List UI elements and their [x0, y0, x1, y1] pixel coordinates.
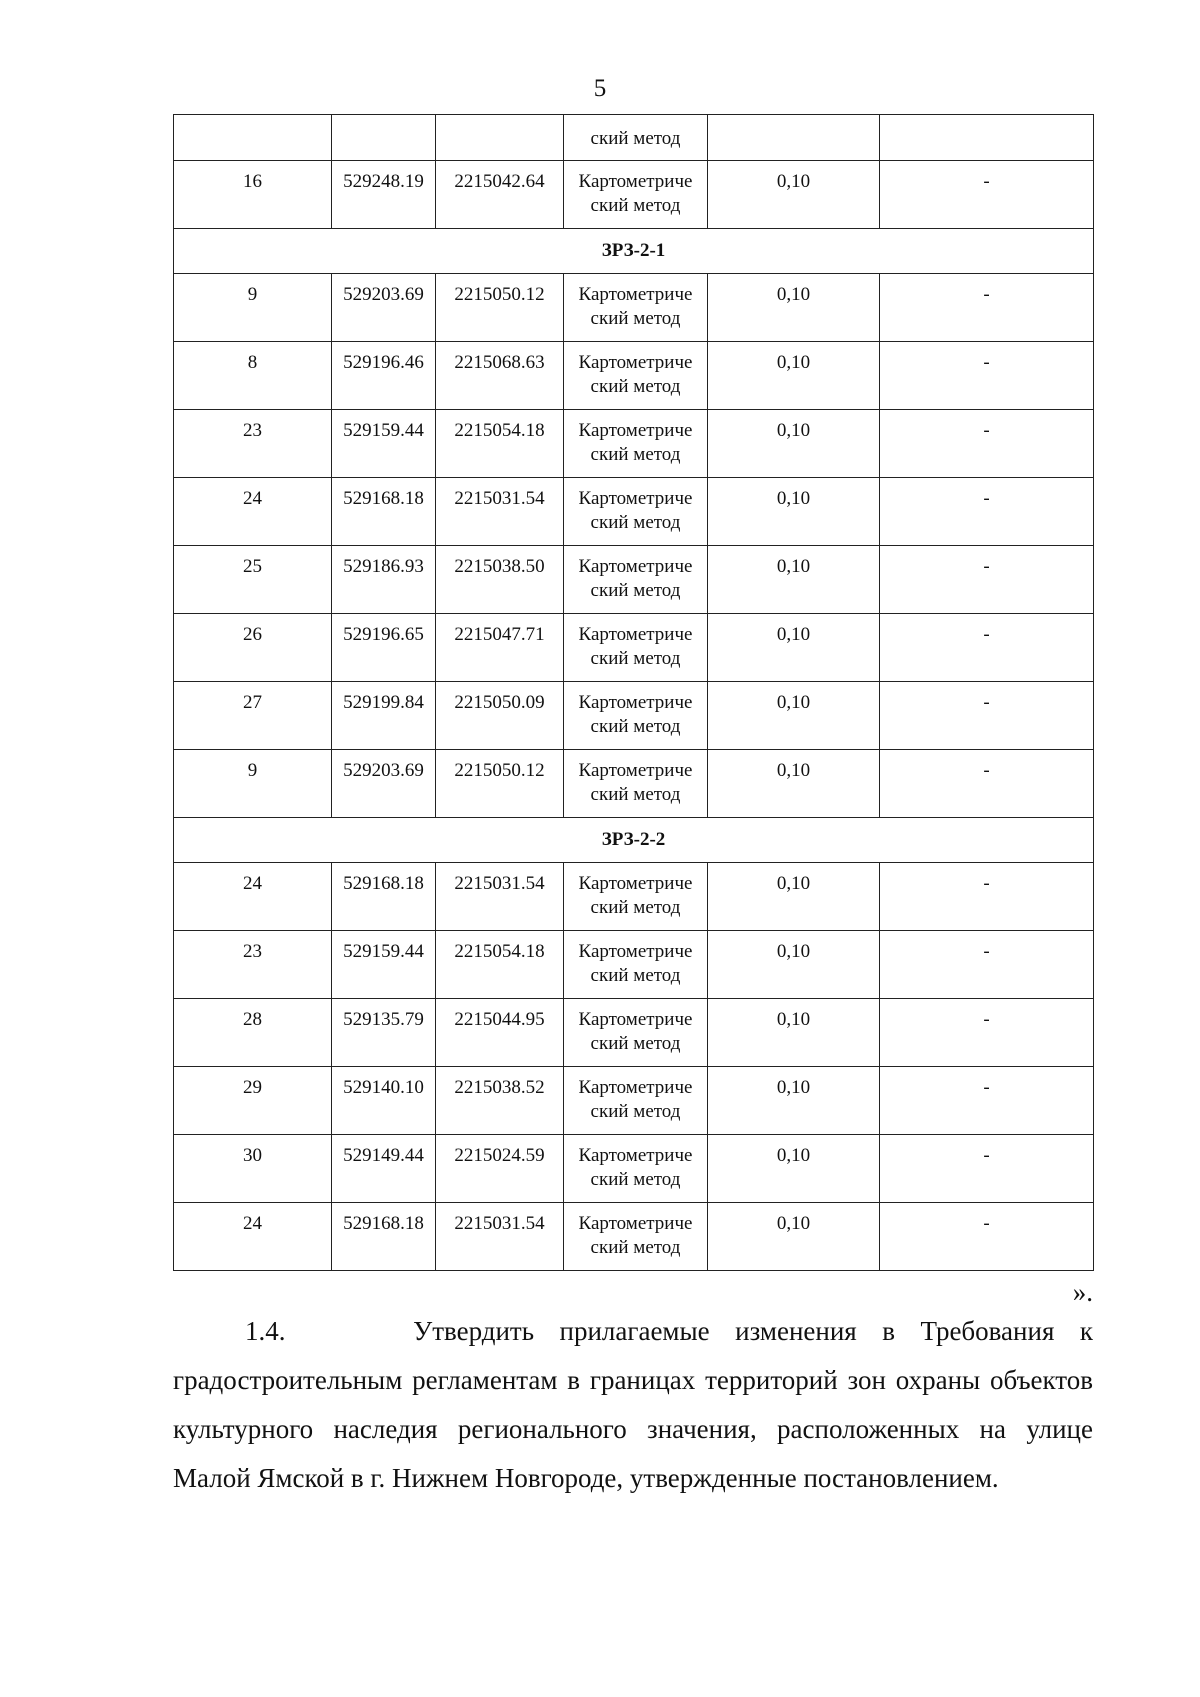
x-coordinate-cell	[332, 931, 436, 999]
method-cell-text: Картометриче	[578, 941, 693, 962]
zone-label: ЗРЗ-2-1	[174, 229, 1094, 274]
accuracy-cell	[708, 478, 880, 546]
method-cell	[564, 478, 708, 546]
x-coordinate-cell	[332, 682, 436, 750]
y-coordinate-cell	[436, 410, 564, 478]
y-coordinate-cell-text: 2215050.09	[454, 692, 545, 713]
method-cell-text: Картометриче	[578, 1145, 693, 1166]
point-number-cell	[174, 999, 332, 1067]
x-coordinate-cell	[332, 478, 436, 546]
description-cell-text: -	[983, 1213, 990, 1234]
description-cell-text: -	[983, 1145, 990, 1166]
x-coordinate-cell-text: 529149.44	[343, 1145, 424, 1166]
method-cell-text: Картометриче	[578, 284, 693, 305]
page-number: 5	[593, 75, 607, 102]
accuracy-cell-text: 0,10	[776, 352, 811, 373]
accuracy-cell	[708, 931, 880, 999]
coordinates-table-body	[174, 115, 1094, 1271]
y-coordinate-cell-text: 2215042.64	[454, 171, 545, 192]
method-cell	[564, 1067, 708, 1135]
point-number-cell	[174, 750, 332, 818]
point-number-cell	[174, 1135, 332, 1203]
description-cell-text: -	[983, 1009, 990, 1030]
method-cell-text: Картометриче	[578, 1077, 693, 1098]
description-cell	[880, 931, 1094, 999]
x-coordinate-cell-text: 529196.46	[343, 352, 424, 373]
description-cell-text: -	[983, 556, 990, 577]
paragraph-number: 1.4.	[245, 1316, 286, 1346]
y-coordinate-cell	[436, 342, 564, 410]
description-cell	[880, 682, 1094, 750]
method-cell	[564, 750, 708, 818]
x-coordinate-cell-text: 529186.93	[343, 556, 424, 577]
table-row	[174, 546, 1094, 614]
accuracy-cell-text: 0,10	[776, 941, 811, 962]
point-number-cell	[174, 115, 332, 161]
description-cell-text: -	[983, 1077, 990, 1098]
method-cell-text: Картометриче	[578, 1213, 693, 1234]
accuracy-cell	[708, 614, 880, 682]
point-number-cell	[174, 931, 332, 999]
accuracy-cell-text: 0,10	[776, 760, 811, 781]
accuracy-cell	[708, 750, 880, 818]
accuracy-cell-text: 0,10	[776, 284, 811, 305]
point-number-cell-text: 24	[243, 488, 262, 509]
y-coordinate-cell-text: 2215054.18	[454, 420, 545, 441]
closing-quote: ».	[1072, 1277, 1093, 1307]
y-coordinate-cell	[436, 999, 564, 1067]
x-coordinate-cell-text: 529168.18	[343, 1213, 424, 1234]
accuracy-cell-text: 0,10	[776, 692, 811, 713]
y-coordinate-cell	[436, 1067, 564, 1135]
y-coordinate-cell-text: 2215054.18	[454, 941, 545, 962]
y-coordinate-cell	[436, 614, 564, 682]
accuracy-cell	[708, 115, 880, 161]
accuracy-cell	[708, 1067, 880, 1135]
method-cell	[564, 410, 708, 478]
paragraph-1-4	[173, 1307, 1093, 1503]
method-cell-text: ский метод	[590, 376, 681, 397]
method-cell-text: Картометриче	[578, 873, 693, 894]
method-cell-text: Картометриче	[578, 171, 693, 192]
accuracy-cell	[708, 682, 880, 750]
description-cell	[880, 161, 1094, 229]
point-number-cell	[174, 614, 332, 682]
y-coordinate-cell	[436, 161, 564, 229]
method-cell-text: Картометриче	[578, 556, 693, 577]
description-cell-text: -	[983, 171, 990, 192]
point-number-cell	[174, 682, 332, 750]
method-cell	[564, 342, 708, 410]
y-coordinate-cell-text: 2215050.12	[454, 760, 545, 781]
description-cell	[880, 750, 1094, 818]
point-number-cell	[174, 410, 332, 478]
accuracy-cell-text: 0,10	[776, 873, 811, 894]
description-cell-text: -	[983, 941, 990, 962]
method-cell-text: ский метод	[590, 965, 681, 986]
description-cell-text: -	[983, 488, 990, 509]
description-cell	[880, 614, 1094, 682]
y-coordinate-cell-text: 2215047.71	[454, 624, 545, 645]
method-cell	[564, 863, 708, 931]
x-coordinate-cell	[332, 161, 436, 229]
point-number-cell-text: 23	[243, 941, 262, 962]
description-cell-text: -	[983, 284, 990, 305]
y-coordinate-cell	[436, 478, 564, 546]
accuracy-cell-text: 0,10	[776, 1145, 811, 1166]
accuracy-cell	[708, 546, 880, 614]
description-cell	[880, 546, 1094, 614]
method-cell	[564, 999, 708, 1067]
table-row	[174, 478, 1094, 546]
table-row	[174, 274, 1094, 342]
accuracy-cell	[708, 1135, 880, 1203]
description-cell-text: -	[983, 352, 990, 373]
accuracy-cell-text: 0,10	[776, 1213, 811, 1234]
x-coordinate-cell	[332, 750, 436, 818]
description-cell	[880, 1203, 1094, 1271]
accuracy-cell	[708, 863, 880, 931]
description-cell-text: -	[983, 873, 990, 894]
x-coordinate-cell	[332, 115, 436, 161]
description-cell	[880, 342, 1094, 410]
continuation-row	[174, 115, 1094, 161]
y-coordinate-cell	[436, 682, 564, 750]
method-cell-text: ский метод	[590, 784, 681, 805]
y-coordinate-cell-text: 2215024.59	[454, 1145, 545, 1166]
x-coordinate-cell-text: 529159.44	[343, 941, 424, 962]
table-row	[174, 342, 1094, 410]
x-coordinate-cell	[332, 1067, 436, 1135]
method-cell-text: Картометриче	[578, 1009, 693, 1030]
description-cell-text: -	[983, 760, 990, 781]
method-cell-text: Картометриче	[578, 624, 693, 645]
accuracy-cell-text: 0,10	[776, 1077, 811, 1098]
method-cell-text: ский метод	[590, 1237, 681, 1258]
y-coordinate-cell-text: 2215068.63	[454, 352, 545, 373]
point-number-cell-text: 26	[243, 624, 262, 645]
description-cell	[880, 478, 1094, 546]
point-number-cell	[174, 546, 332, 614]
zone-header-row	[174, 818, 1094, 863]
x-coordinate-cell	[332, 1135, 436, 1203]
point-number-cell	[174, 1203, 332, 1271]
y-coordinate-cell	[436, 1135, 564, 1203]
y-coordinate-cell	[436, 274, 564, 342]
description-cell-text: -	[983, 692, 990, 713]
method-cell-text: ский метод	[590, 1169, 681, 1190]
table-row	[174, 931, 1094, 999]
point-number-cell-text: 24	[243, 873, 262, 894]
method-cell-text: ский метод	[590, 308, 681, 329]
point-number-cell-text: 30	[243, 1145, 262, 1166]
x-coordinate-cell-text: 529135.79	[343, 1009, 424, 1030]
method-cell-text: ский метод	[590, 580, 681, 601]
y-coordinate-cell-text: 2215031.54	[454, 488, 545, 509]
method-cell-text: Картометриче	[578, 420, 693, 441]
method-cell-text: Картометриче	[578, 692, 693, 713]
accuracy-cell-text: 0,10	[776, 556, 811, 577]
accuracy-cell	[708, 274, 880, 342]
x-coordinate-cell-text: 529196.65	[343, 624, 424, 645]
x-coordinate-cell-text: 529199.84	[343, 692, 424, 713]
x-coordinate-cell	[332, 274, 436, 342]
point-number-cell	[174, 342, 332, 410]
table-row	[174, 682, 1094, 750]
method-cell-text: ский метод	[590, 1033, 681, 1054]
accuracy-cell	[708, 161, 880, 229]
x-coordinate-cell	[332, 1203, 436, 1271]
zone-header-row	[174, 229, 1094, 274]
description-cell	[880, 274, 1094, 342]
method-cell	[564, 1203, 708, 1271]
x-coordinate-cell	[332, 999, 436, 1067]
y-coordinate-cell-text: 2215038.52	[454, 1077, 545, 1098]
x-coordinate-cell	[332, 342, 436, 410]
accuracy-cell-text: 0,10	[776, 488, 811, 509]
x-coordinate-cell	[332, 546, 436, 614]
description-cell	[880, 410, 1094, 478]
table-row	[174, 999, 1094, 1067]
y-coordinate-cell	[436, 750, 564, 818]
point-number-cell-text: 8	[247, 352, 258, 373]
method-cell-text: ский метод	[590, 1101, 681, 1122]
y-coordinate-cell-text: 2215031.54	[454, 1213, 545, 1234]
point-number-cell-text: 25	[243, 556, 262, 577]
y-coordinate-cell	[436, 546, 564, 614]
method-cell-text: ский метод	[590, 512, 681, 533]
method-cell-text: ский метод	[590, 648, 681, 669]
x-coordinate-cell-text: 529140.10	[343, 1077, 424, 1098]
point-number-cell-text: 9	[247, 284, 258, 305]
method-cell-text: ский метод	[590, 444, 681, 465]
accuracy-cell	[708, 999, 880, 1067]
accuracy-cell	[708, 342, 880, 410]
method-cell	[564, 931, 708, 999]
description-cell	[880, 115, 1094, 161]
description-cell	[880, 1135, 1094, 1203]
method-cell	[564, 274, 708, 342]
description-cell	[880, 863, 1094, 931]
point-number-cell	[174, 478, 332, 546]
method-cell-text: Картометриче	[578, 760, 693, 781]
y-coordinate-cell	[436, 931, 564, 999]
accuracy-cell-text: 0,10	[776, 420, 811, 441]
paragraph-text: Утвердить прилагаемые изменения в Требования к градостроительным регламентам в границах территорий зон охраны объектов культурного наследия регионального значения, расположенных на улице Малой Ямской в г. Нижнем Новгороде, утвержденные постановлением.	[173, 1316, 1093, 1493]
table-row	[174, 750, 1094, 818]
x-coordinate-cell-text: 529203.69	[343, 760, 424, 781]
x-coordinate-cell-text: 529203.69	[343, 284, 424, 305]
description-cell-text: -	[983, 624, 990, 645]
method-cell-text: ский метод	[590, 716, 681, 737]
point-number-cell-text: 24	[243, 1213, 262, 1234]
table-row	[174, 614, 1094, 682]
method-cell	[564, 1135, 708, 1203]
point-number-cell-text: 27	[243, 692, 262, 713]
accuracy-cell	[708, 410, 880, 478]
accuracy-cell-text: 0,10	[776, 171, 811, 192]
x-coordinate-cell-text: 529168.18	[343, 488, 424, 509]
point-number-cell	[174, 863, 332, 931]
description-cell-text: -	[983, 420, 990, 441]
y-coordinate-cell	[436, 863, 564, 931]
method-cell	[564, 546, 708, 614]
zone-label: ЗРЗ-2-2	[174, 818, 1094, 863]
point-number-cell-text: 28	[243, 1009, 262, 1030]
x-coordinate-cell	[332, 410, 436, 478]
point-number-cell	[174, 1067, 332, 1135]
x-coordinate-cell-text: 529248.19	[343, 171, 424, 192]
y-coordinate-cell	[436, 115, 564, 161]
x-coordinate-cell-text: 529159.44	[343, 420, 424, 441]
method-cell-text: ский метод	[590, 195, 681, 216]
point-number-cell-text: 23	[243, 420, 262, 441]
accuracy-cell	[708, 1203, 880, 1271]
method-cell-text: Картометриче	[578, 352, 693, 373]
point-number-cell-text: 29	[243, 1077, 262, 1098]
point-number-cell-text: 16	[243, 171, 262, 192]
coordinates-table	[173, 114, 1094, 1271]
method-cell	[564, 682, 708, 750]
y-coordinate-cell-text: 2215044.95	[454, 1009, 545, 1030]
point-number-cell-text: 9	[247, 760, 258, 781]
table-row	[174, 1067, 1094, 1135]
method-cell-text: Картометриче	[578, 488, 693, 509]
description-cell	[880, 1067, 1094, 1135]
y-coordinate-cell	[436, 1203, 564, 1271]
accuracy-cell-text: 0,10	[776, 624, 811, 645]
table-row	[174, 161, 1094, 229]
table-row	[174, 1203, 1094, 1271]
method-cell	[564, 161, 708, 229]
y-coordinate-cell-text: 2215031.54	[454, 873, 545, 894]
x-coordinate-cell	[332, 863, 436, 931]
y-coordinate-cell-text: 2215050.12	[454, 284, 545, 305]
method-cell-text: ский метод	[590, 897, 681, 918]
y-coordinate-cell-text: 2215038.50	[454, 556, 545, 577]
accuracy-cell-text: 0,10	[776, 1009, 811, 1030]
method-cell	[564, 614, 708, 682]
point-number-cell	[174, 161, 332, 229]
table-row	[174, 410, 1094, 478]
method-cell: ский метод	[564, 115, 708, 161]
point-number-cell	[174, 274, 332, 342]
table-row	[174, 1135, 1094, 1203]
table-row	[174, 863, 1094, 931]
x-coordinate-cell	[332, 614, 436, 682]
x-coordinate-cell-text: 529168.18	[343, 873, 424, 894]
description-cell	[880, 999, 1094, 1067]
